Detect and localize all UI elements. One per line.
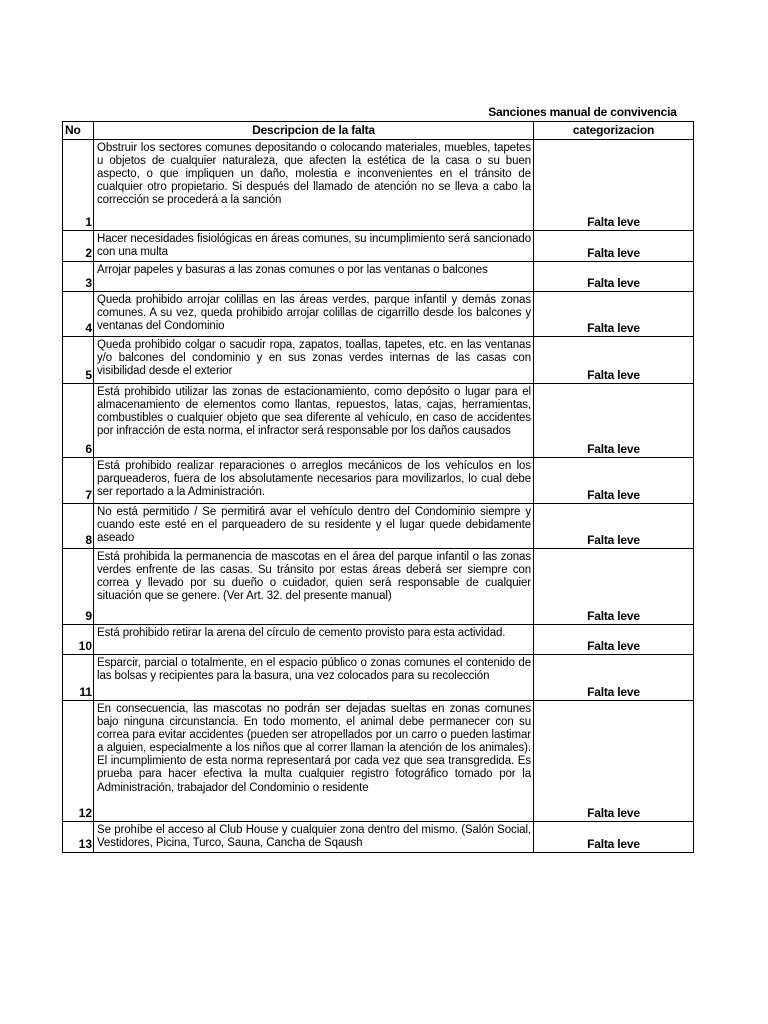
table-row bbox=[63, 292, 694, 337]
row-number: 12 bbox=[63, 701, 94, 822]
row-description: Está prohibida la permanencia de mascotas en el área del parque infantil o las zonas verdes enfrente de las casas. Su tránsito por estas áreas deberá ser siempre con correa y llevado por su dueño o cuidador, quien será responsable de cualquier situación que se genere. (Ver Art. 32. del presente manual) bbox=[94, 549, 534, 625]
table-header-row bbox=[63, 122, 694, 140]
row-number: 6 bbox=[63, 384, 94, 458]
document-title: Sanciones manual de convivencia bbox=[488, 105, 677, 119]
row-category: Falta leve bbox=[534, 822, 694, 853]
row-description: Obstruir los sectores comunes depositando o colocando materiales, muebles, tapetes u objetos de cualquier naturaleza, que afecten la estética de la casa o su buen aspecto, o que impliquen un daño, molestia e inconvenientes en el tránsito de cualquier otro propietario. Si después del llamado de atención no se lleva a cabo la corrección se procederá a la sanción bbox=[94, 140, 534, 231]
row-category: Falta leve bbox=[534, 337, 694, 384]
row-number: 7 bbox=[63, 458, 94, 504]
table-row bbox=[63, 262, 694, 292]
row-description: No está permitido / Se permitirá avar el vehículo dentro del Condominio siempre y cuando este esté en el parqueadero de su residente y el lugar quede debidamente aseado bbox=[94, 504, 534, 549]
row-description: Queda prohibido colgar o sacudir ropa, zapatos, toallas, tapetes, etc. en las ventanas y/o balcones del condominio y en sus zonas verdes internas de las casas con visibilidad desde el exterior bbox=[94, 337, 534, 384]
table-row bbox=[63, 625, 694, 655]
table-row bbox=[63, 337, 694, 384]
row-number: 2 bbox=[63, 231, 94, 262]
row-category: Falta leve bbox=[534, 625, 694, 655]
row-category: Falta leve bbox=[534, 384, 694, 458]
table-row bbox=[63, 655, 694, 701]
header-descripcion: Descripcion de la falta bbox=[94, 122, 534, 140]
table-row bbox=[63, 458, 694, 504]
table-row bbox=[63, 140, 694, 231]
row-description: Queda prohibido arrojar colillas en las áreas verdes, parque infantil y demás zonas comunes. A su vez, queda prohibido arrojar colillas de cigarrillo desde los balcones y ventanas del Condominio bbox=[94, 292, 534, 337]
row-number: 5 bbox=[63, 337, 94, 384]
table-row bbox=[63, 384, 694, 458]
row-number: 10 bbox=[63, 625, 94, 655]
row-number: 1 bbox=[63, 140, 94, 231]
table-row bbox=[63, 549, 694, 625]
row-number: 4 bbox=[63, 292, 94, 337]
row-number: 9 bbox=[63, 549, 94, 625]
header-categorizacion: categorizacion bbox=[534, 122, 694, 140]
row-category: Falta leve bbox=[534, 504, 694, 549]
header-no: No bbox=[63, 122, 94, 140]
row-number: 8 bbox=[63, 504, 94, 549]
row-description: En consecuencia, las mascotas no podrán ser dejadas sueltas en zonas comunes bajo ninguna circunstancia. En todo momento, el animal debe permanecer con su correa para evitar accidentes (pueden ser atropellados por un carro o pueden lastimar a alguien, especialmente a los niños que al correr llaman la atención de los animales). El incumplimiento de esta norma representará por cada vez que sea transgredida. Es prueba para hacer efectiva la multa cualquier registro fotográfico tomado por la Administración, trabajador del Condominio o residente bbox=[94, 701, 534, 822]
sanctions-table bbox=[62, 121, 694, 853]
row-category: Falta leve bbox=[534, 262, 694, 292]
row-number: 13 bbox=[63, 822, 94, 853]
row-description: Está prohibido utilizar las zonas de estacionamiento, como depósito o lugar para el almacenamiento de elementos como llantas, repuestos, latas, cajas, herramientas, combustibles o cualquier objeto que sea diferente al vehículo, en caso de accidentes por infracción de esta norma, el infractor será responsable por los daños causados bbox=[94, 384, 534, 458]
table-row bbox=[63, 822, 694, 853]
row-description: Está prohibido retirar la arena del círculo de cemento provisto para esta actividad. bbox=[94, 625, 534, 655]
table-row bbox=[63, 701, 694, 822]
row-category: Falta leve bbox=[534, 292, 694, 337]
table-row bbox=[63, 504, 694, 549]
row-category: Falta leve bbox=[534, 701, 694, 822]
row-category: Falta leve bbox=[534, 140, 694, 231]
table-row bbox=[63, 231, 694, 262]
row-description: Está prohibido realizar reparaciones o arreglos mecánicos de los vehículos en los parqueaderos, fuera de los absolutamente necesarios para movilizarlos, lo cual debe ser reportado a la Administración. bbox=[94, 458, 534, 504]
row-description: Arrojar papeles y basuras a las zonas comunes o por las ventanas o balcones bbox=[94, 262, 534, 292]
row-category: Falta leve bbox=[534, 549, 694, 625]
row-number: 3 bbox=[63, 262, 94, 292]
row-description: Esparcir, parcial o totalmente, en el espacio público o zonas comunes el contenido de las bolsas y recipientes para la basura, una vez colocados para su recolección bbox=[94, 655, 534, 701]
row-description: Hacer necesidades fisiológicas en áreas comunes, su incumplimiento será sancionado con una multa bbox=[94, 231, 534, 262]
row-category: Falta leve bbox=[534, 655, 694, 701]
row-category: Falta leve bbox=[534, 231, 694, 262]
row-category: Falta leve bbox=[534, 458, 694, 504]
row-description: Se prohíbe el acceso al Club House y cualquier zona dentro del mismo. (Salón Social, Vestidores, Picina, Turco, Sauna, Cancha de Sqaush bbox=[94, 822, 534, 853]
row-number: 11 bbox=[63, 655, 94, 701]
